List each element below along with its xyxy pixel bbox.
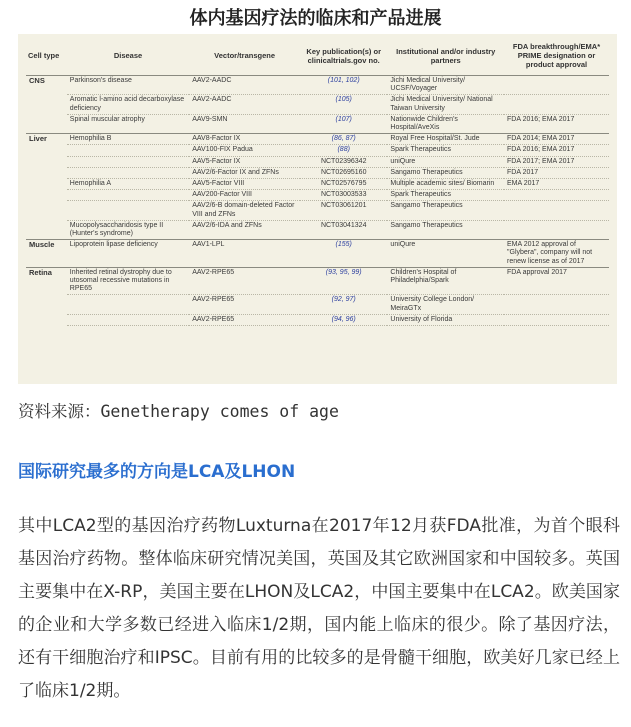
partners-cell: University of Florida [387, 314, 504, 325]
publication-cell: NCT02396342 [300, 156, 387, 167]
publication-cell: (88) [300, 145, 387, 156]
disease-cell [67, 167, 189, 178]
vector-cell: AAV5-Factor IX [189, 156, 300, 167]
fda-cell: EMA 2012 approval of "Glybera", company will not renew license as of 2017 [504, 240, 609, 268]
fda-cell: FDA 2017 [504, 167, 609, 178]
table-row [26, 179, 609, 190]
publication-cell: NCT02576795 [300, 179, 387, 190]
partners-cell: Nationwide Children's Hospital/AveXis [387, 114, 504, 133]
disease-cell: Inherited retinal dystrophy due to utosomal recessive mutations in RPE65 [67, 267, 189, 295]
header-vector: Vector/transgene [189, 40, 300, 76]
fda-cell: FDA approval 2017 [504, 267, 609, 295]
publication-cell: (93, 95, 99) [300, 267, 387, 295]
cell-type: Retina [26, 267, 67, 295]
partners-cell: Royal Free Hospital/St. Jude [387, 134, 504, 145]
disease-cell: Hemophilia B [67, 134, 189, 145]
gene-therapy-table [26, 40, 609, 326]
cell-type [26, 190, 67, 201]
vector-cell: AAV8-Factor IX [189, 134, 300, 145]
partners-cell: Children's Hospital of Philadelphia/Spark [387, 267, 504, 295]
figure-source-caption: 资料来源：Genetherapy comes of age [18, 402, 339, 421]
partners-cell: Sangamo Therapeutics [387, 167, 504, 178]
table-row [26, 156, 609, 167]
table-row [26, 295, 609, 314]
publication-cell: (107) [300, 114, 387, 133]
partners-cell: University College London/ MeiraGTx [387, 295, 504, 314]
partners-cell: Jichi Medical University/ National Taiwan University [387, 95, 504, 114]
table-row [26, 145, 609, 156]
fda-cell: FDA 2016; EMA 2017 [504, 114, 609, 133]
fda-cell [504, 314, 609, 325]
vector-cell: AAV2/6-Factor IX and ZFNs [189, 167, 300, 178]
vector-cell: AAV2-RPE65 [189, 295, 300, 314]
disease-cell [67, 156, 189, 167]
vector-cell: AAV1-LPL [189, 240, 300, 268]
vector-cell: AAV5-Factor VIII [189, 179, 300, 190]
disease-cell [67, 201, 189, 220]
partners-cell: Spark Therapeutics [387, 145, 504, 156]
partners-cell: uniQure [387, 240, 504, 268]
partners-cell: Spark Therapeutics [387, 190, 504, 201]
cell-type: CNS [29, 76, 45, 85]
table-row [26, 240, 609, 268]
cell-type [26, 295, 67, 314]
table-row [26, 114, 609, 133]
disease-cell: Hemophilia A [67, 179, 189, 190]
gene-therapy-table-figure [18, 34, 617, 384]
cell-type [26, 201, 67, 220]
fda-cell [504, 220, 609, 239]
disease-cell: Spinal muscular atrophy [67, 114, 189, 133]
publication-cell: NCT03061201 [300, 201, 387, 220]
cell-type [26, 314, 67, 325]
table-row [26, 95, 609, 114]
table-row [26, 134, 609, 145]
header-cell-type: Cell type [26, 40, 67, 76]
body-paragraph: 其中LCA2型的基因治疗药物Luxturna在2017年12月获FDA批准，为首个眼科基因治疗药物。整体临床研究情况美国，英国及其它欧洲国家和中国较多。英国主要集中在X-RP，美国主要在LHON及LCA2，中国主要集中在LCA2。欧美国家的企业和大学多数已经进入临床1/2期，国内能上临床的很少。除了基因疗法，还有干细胞治疗和IPSC。目前有用的比较多的是骨髓干细胞，欧美好几家已经上了临床1/2期。 [18, 516, 620, 701]
figure-title: 体内基因疗法的临床和产品进展 [189, 8, 442, 29]
disease-cell: Lipoprotein lipase deficiency [67, 240, 189, 268]
vector-cell: AAV200-Factor VIII [189, 190, 300, 201]
table-row [26, 201, 609, 220]
publication-cell: (101, 102) [300, 76, 387, 95]
publication-cell: (155) [300, 240, 387, 268]
vector-cell: AAV2-RPE65 [189, 267, 300, 295]
publication-cell: (105) [300, 95, 387, 114]
partners-cell: Sangamo Therapeutics [387, 201, 504, 220]
publication-cell: (92, 97) [300, 295, 387, 314]
disease-cell [67, 190, 189, 201]
fda-cell: FDA 2017; EMA 2017 [504, 156, 609, 167]
cell-type [26, 179, 67, 190]
table-header-row [26, 40, 609, 76]
fda-cell: FDA 2014; EMA 2017 [504, 134, 609, 145]
vector-cell: AAV2/6-B domain-deleted Factor VIII and ZFNs [189, 201, 300, 220]
disease-cell [67, 314, 189, 325]
cell-type [26, 167, 67, 178]
publication-cell: (86, 87) [300, 134, 387, 145]
disease-cell: Parkinson's disease [67, 76, 189, 95]
vector-cell: AAV9-SMN [189, 114, 300, 133]
table-row [26, 267, 609, 295]
fda-cell [504, 295, 609, 314]
publication-cell: NCT02695160 [300, 167, 387, 178]
cell-type [26, 220, 67, 239]
vector-cell: AAV2/6-IDA and ZFNs [189, 220, 300, 239]
cell-type [26, 95, 67, 114]
cell-type [26, 156, 67, 167]
vector-cell: AAV100-FIX Padua [189, 145, 300, 156]
fda-cell: FDA 2016; EMA 2017 [504, 145, 609, 156]
partners-cell: Jichi Medical University/ UCSF/Voyager [387, 76, 504, 95]
cell-type [26, 145, 67, 156]
cell-type: Liver [26, 134, 67, 145]
fda-cell [504, 76, 609, 95]
fda-cell: EMA 2017 [504, 179, 609, 190]
header-disease: Disease [67, 40, 189, 76]
cell-type [26, 114, 67, 133]
vector-cell: AAV2-AADC [189, 76, 300, 95]
disease-cell: Aromatic l-amino acid decarboxylase deficiency [67, 95, 189, 114]
header-publication: Key publication(s) or clinicaltrials.gov no. [300, 40, 387, 76]
publication-cell: NCT03003533 [300, 190, 387, 201]
vector-cell: AAV2-RPE65 [189, 314, 300, 325]
fda-cell [504, 201, 609, 220]
disease-cell [67, 145, 189, 156]
header-partners: Institutional and/or industry partners [387, 40, 504, 76]
fda-cell [504, 190, 609, 201]
partners-cell: uniQure [387, 156, 504, 167]
partners-cell: Multiple academic sites/ Biomarin [387, 179, 504, 190]
section-heading: 国际研究最多的方向是LCA及LHON [18, 462, 296, 482]
fda-cell [504, 95, 609, 114]
publication-cell: (94, 96) [300, 314, 387, 325]
vector-cell: AAV2-AADC [189, 95, 300, 114]
table-row [26, 190, 609, 201]
disease-cell: Mucopolysaccharidosis type II (Hunter's syndrome) [67, 220, 189, 239]
cell-type: Muscle [26, 240, 67, 268]
table-row [26, 76, 609, 95]
publication-cell: NCT03041324 [300, 220, 387, 239]
header-fda: FDA breakthrough/EMA* PRIME designation or product approval [504, 40, 609, 76]
partners-cell: Sangamo Therapeutics [387, 220, 504, 239]
table-row [26, 167, 609, 178]
disease-cell [67, 295, 189, 314]
table-row [26, 220, 609, 239]
table-row [26, 314, 609, 325]
